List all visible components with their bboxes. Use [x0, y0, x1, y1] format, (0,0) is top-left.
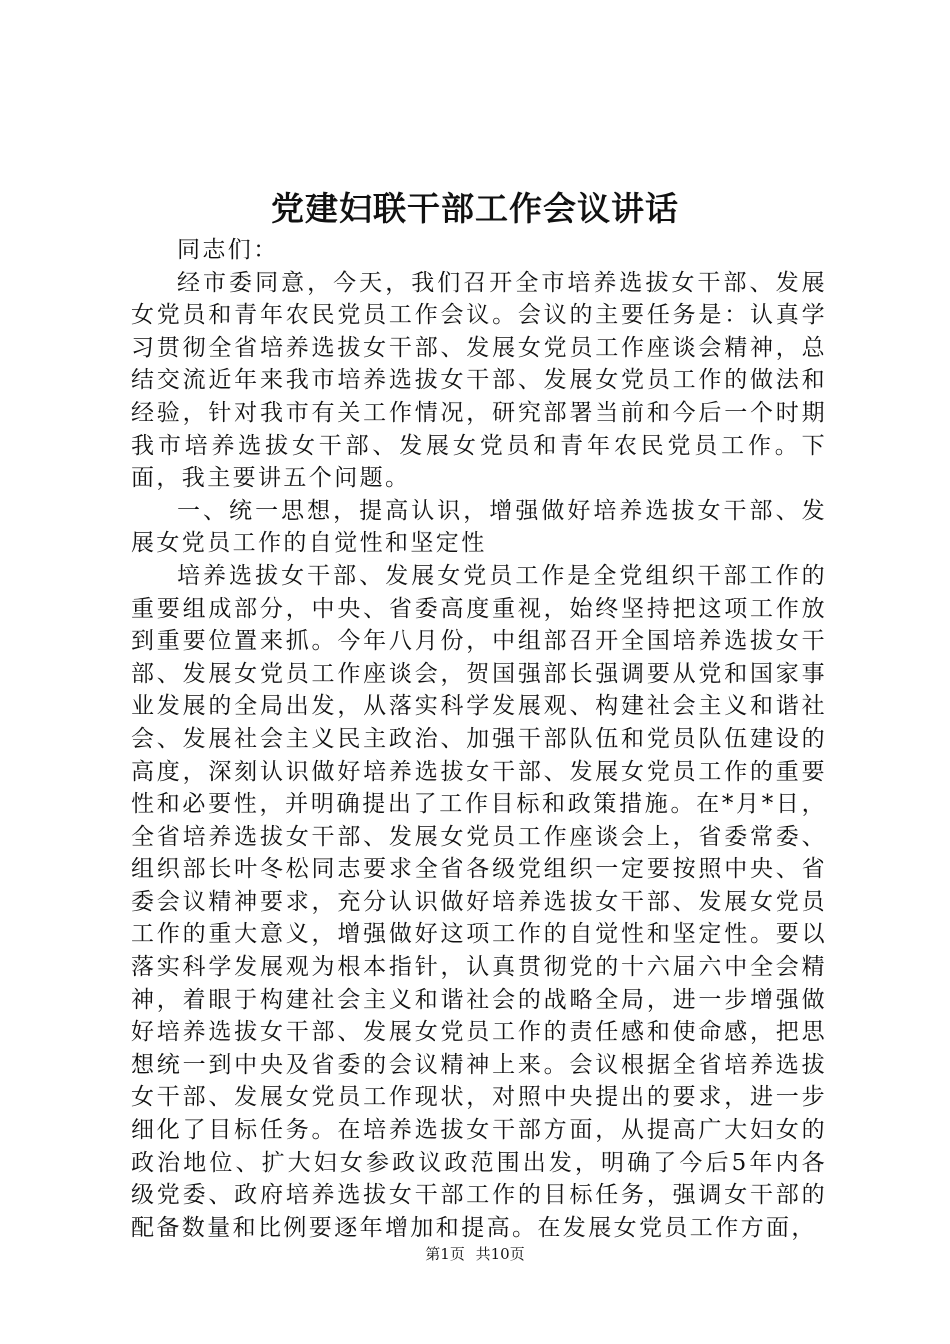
- page-footer: [0, 1244, 950, 1264]
- paragraph-intro: 经市委同意，今天，我们召开全市培养选拔女干部、发展女党员和青年农民党员工作会议。会议的主要任务是：认真学习贯彻全省培养选拔女干部、发展女党员工作座谈会精神，总结交流近年来我市培养选拔女干部、发展女党员工作的做法和经验，针对我市有关工作情况，研究部署当前和今后一个时期我市培养选拔女干部、发展女党员和青年农民党员工作。下面，我主要讲五个问题。: [131, 269, 827, 492]
- page-total: 共10页: [475, 1245, 525, 1263]
- section-heading-1: 一、统一思想，提高认识，增强做好培养选拔女干部、发展女党员工作的自觉性和坚定性: [131, 497, 827, 557]
- document-title: 党建妇联干部工作会议讲话: [271, 189, 679, 228]
- document-body: [131, 234, 827, 1244]
- salutation: 同志们：: [177, 237, 279, 263]
- paragraph-section-1: 培养选拔女干部、发展女党员工作是全党组织干部工作的重要组成部分，中央、省委高度重视，始终坚持把这项工作放到重要位置来抓。今年八月份，中组部召开全国培养选拔女干部、发展女党员工作座谈会，贺国强部长强调要从党和国家事业发展的全局出发，从落实科学发展观、构建社会主义和谐社会、发展社会主义民主政治、加强干部队伍和党员队伍建设的高度，深刻认识做好培养选拔女干部、发展女党员工作的重要性和必要性，并明确提出了工作目标和政策措施。在*月*日，全省培养选拔女干部、发展女党员工作座谈会上，省委常委、组织部长叶冬松同志要求全省各级党组织一定要按照中央、省委会议精神要求，充分认识做好培养选拔女干部、发展女党员工作的重大意义，增强做好这项工作的自觉性和坚定性。要以落实科学发展观为根本指针，认真贯彻党的十六届六中全会精神，着眼于构建社会主义和谐社会的战略全局，进一步增强做好培养选拔女干部、发展女党员工作的责任感和使命感，把思想统一到中央及省委的会议精神上来。会议根据全省培养选拔女干部、发展女党员工作现状，对照中央提出的要求，进一步细化了目标任务。在培养选拔女干部方面，从提高广大妇女的政治地位、扩大妇女参政议政范围出发，明确了今后5年内各级党委、政府培养选拔女干部工作的目标任务，强调女干部的配备数量和比例要逐年增加和提高。在发展女党员工作方面，: [131, 562, 827, 1241]
- page-number: 第1页: [425, 1245, 465, 1263]
